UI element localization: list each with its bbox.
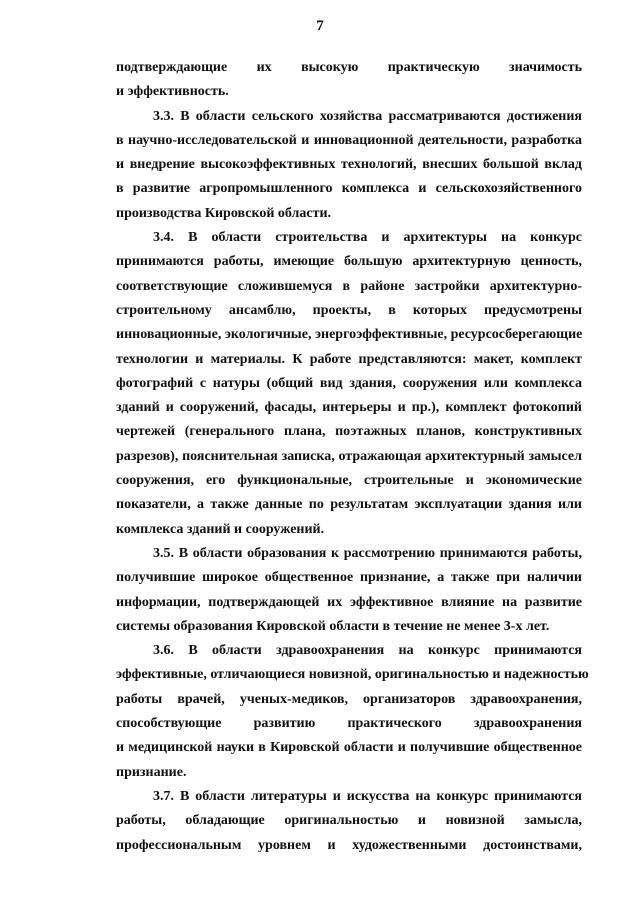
paragraph-p-3-2-tail: [116, 56, 582, 105]
text-line: работы врачей, ученых-медиков, организаторов здравоохранения,: [116, 691, 582, 707]
text-line: способствующие развитию практического здравоохранения: [116, 716, 582, 732]
text-line: системы образования Кировской области в течение не менее 3-х лет.: [116, 618, 550, 634]
text-line: эффективные, отличающиеся новизной, оригинальностью и надежностью: [116, 667, 589, 683]
text-line: принимаются работы, имеющие большую архитектурную ценность,: [116, 254, 582, 270]
text-line: зданий и сооружений, фасады, интерьеры и пр.), комплект фотокопий: [116, 400, 582, 416]
text-line: 3.5. В области образования к рассмотрению принимаются работы,: [153, 545, 582, 561]
paragraph-p-3-7: [116, 785, 582, 858]
text-line: и внедрение высокоэффективных технологий, внесших большой вклад: [116, 157, 582, 173]
text-line: комплекса зданий и сооружений.: [116, 521, 325, 537]
text-line: 3.7. В области литературы и искусства на конкурс принимаются: [153, 788, 582, 804]
text-line: инновационные, экологичные, энергоэффективные, ресурсосберегающие: [116, 327, 583, 343]
text-line: информации, подтверждающей их эффективное влияние на развитие: [116, 594, 582, 610]
text-line: и медицинской науки в Кировской области и получившие общественное: [116, 740, 582, 756]
text-line: в развитие агропромышленного комплекса и сельскохозяйственного: [116, 181, 582, 197]
paragraph-p-3-6: [116, 639, 589, 785]
text-line: сооружения, его функциональные, строительные и экономические: [116, 473, 582, 489]
text-line: разрезов), пояснительная записка, отражающая архитектурный замысел: [116, 448, 582, 464]
text-line: соответствующие сложившемуся в районе застройки архитектурно-: [116, 278, 582, 294]
text-line: показатели, а также данные по результатам эксплуатации здания или: [116, 497, 582, 513]
text-line: работы, обладающие оригинальностью и новизной замысла,: [116, 813, 582, 829]
paragraph-p-3-3: [116, 105, 582, 226]
text-line: фотографий с натуры (общий вид здания, сооружения или комплекса: [116, 375, 582, 391]
text-line: производства Кировской области.: [116, 205, 332, 221]
paragraph-p-3-4: [116, 226, 582, 542]
text-line: строительному ансамблю, проекты, в которых предусмотрены: [116, 302, 582, 318]
text-line: 3.3. В области сельского хозяйства рассматриваются достижения: [153, 108, 582, 124]
text-line: получившие широкое общественное признание, а также при наличии: [116, 570, 582, 586]
text-line: чертежей (генерального плана, поэтажных планов, конструктивных: [116, 424, 582, 440]
text-line: профессиональным уровнем и художественными достоинствами,: [116, 837, 582, 853]
paragraph-p-3-5: [116, 542, 582, 639]
text-line: 3.6. В области здравоохранения на конкурс принимаются: [153, 643, 582, 659]
text-line: технологии и материалы. К работе представляются: макет, комплект: [116, 351, 582, 367]
document-body: [116, 56, 589, 858]
page-number: 7: [316, 18, 324, 34]
text-line: подтверждающие их высокую практическую значимость: [116, 60, 582, 75]
text-line: в научно-исследовательской и инновационной деятельности, разработка: [116, 132, 582, 148]
text-line: признание.: [116, 764, 187, 780]
text-line: и эффективность.: [116, 84, 229, 100]
text-line: 3.4. В области строительства и архитектуры на конкурс: [153, 230, 582, 246]
